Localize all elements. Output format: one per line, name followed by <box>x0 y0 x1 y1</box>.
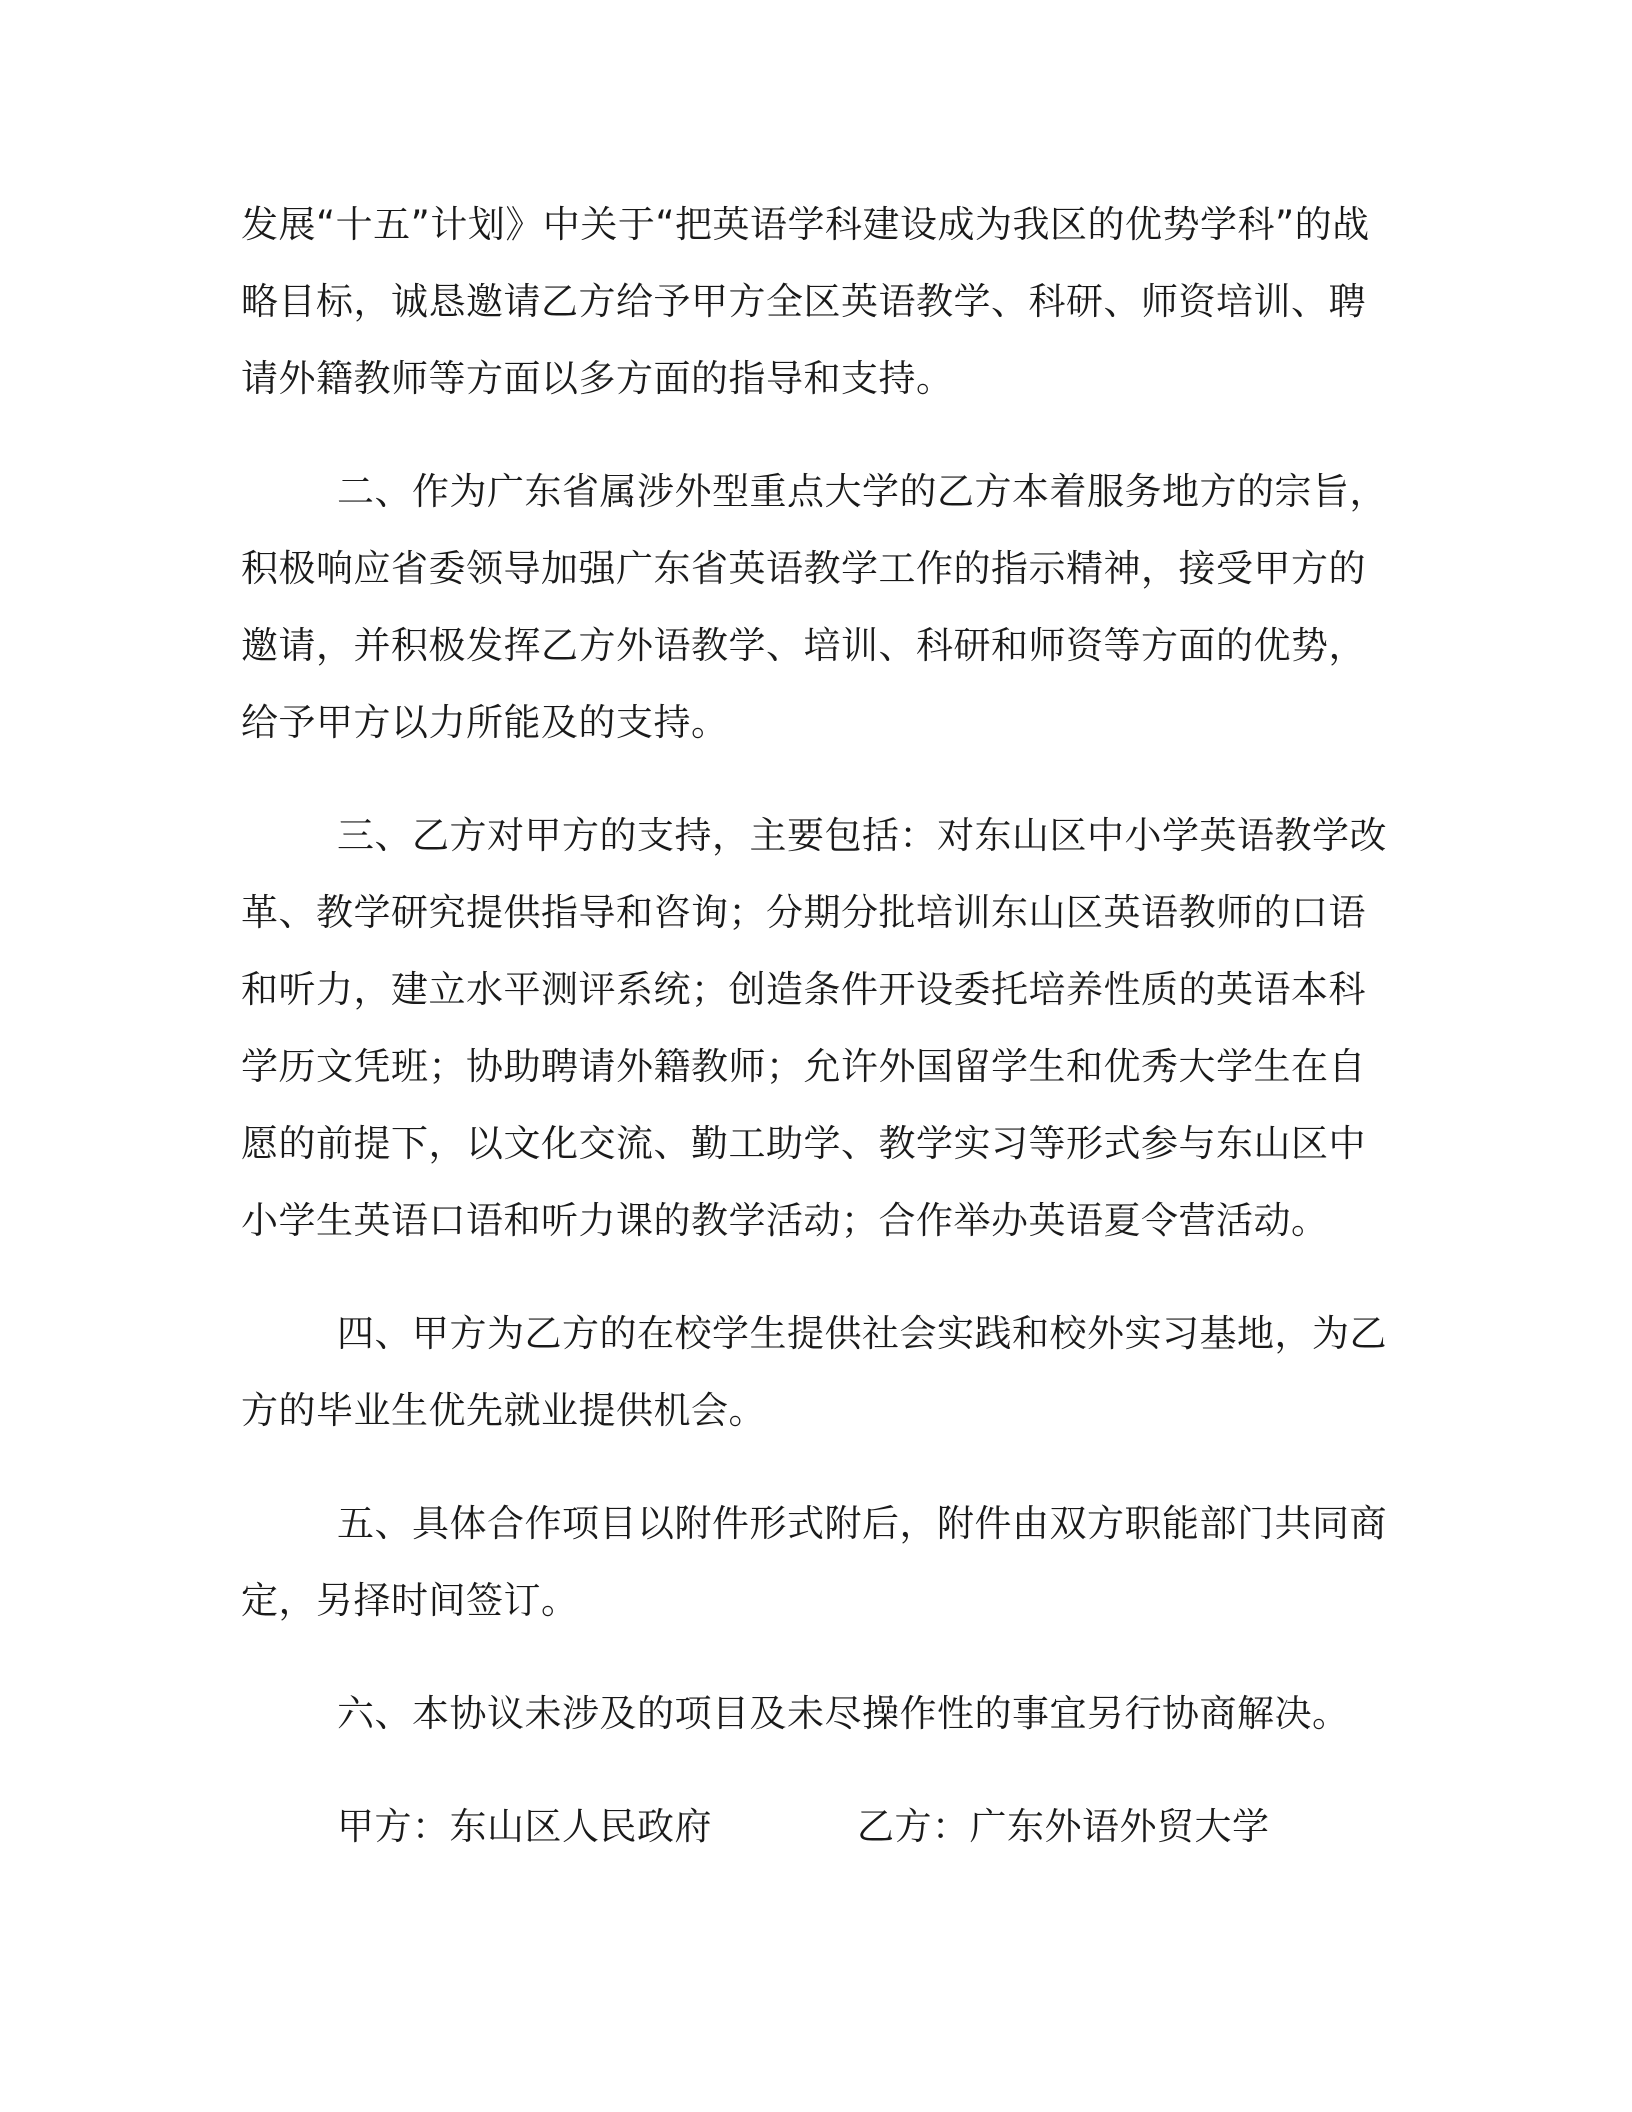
paragraph-clause-4: 四、甲方为乙方的在校学生提供社会实践和校外实习基地，为乙方的毕业生优先就业提供机会。 <box>241 1312 1387 1432</box>
paragraph-continuation: 发展“十五”计划》中关于“把英语学科建设成为我区的优势学科”的战略目标，诚恳邀请乙方给予甲方全区英语教学、科研、师资培训、聘请外籍教师等方面以多方面的指导和支持。 <box>241 203 1370 400</box>
signature-party-a: 甲方：东山区人民政府 <box>337 1805 712 1848</box>
paragraph-clause-6: 六、本协议未涉及的项目及未尽操作性的事宜另行协商解决。 <box>337 1692 1350 1735</box>
document-body <box>241 186 1391 1865</box>
paragraph-clause-5: 五、具体合作项目以附件形式附后，附件由双方职能部门共同商定，另择时间签订。 <box>241 1502 1387 1622</box>
paragraph-clause-3: 三、乙方对甲方的支持，主要包括：对东山区中小学英语教学改革、教学研究提供指导和咨询；分期分批培训东山区英语教师的口语和听力，建立水平测评系统；创造条件开设委托培养性质的英语本科学历文凭班；协助聘请外籍教师；允许外国留学生和优秀大学生在自愿的前提下，以文化交流、勤工助学、教学实习等形式参与东山区中小学生英语口语和听力课的教学活动；合作举办英语夏令营活动。 <box>241 814 1387 1242</box>
signature-line <box>241 1788 1391 1865</box>
paragraph-clause-2: 二、作为广东省属涉外型重点大学的乙方本着服务地方的宗旨，积极响应省委领导加强广东省英语教学工作的指示精神，接受甲方的邀请，并积极发挥乙方外语教学、培训、科研和师资等方面的优势，给予甲方以力所能及的支持。 <box>241 470 1387 744</box>
signature-party-b: 乙方：广东外语外贸大学 <box>857 1805 1270 1848</box>
